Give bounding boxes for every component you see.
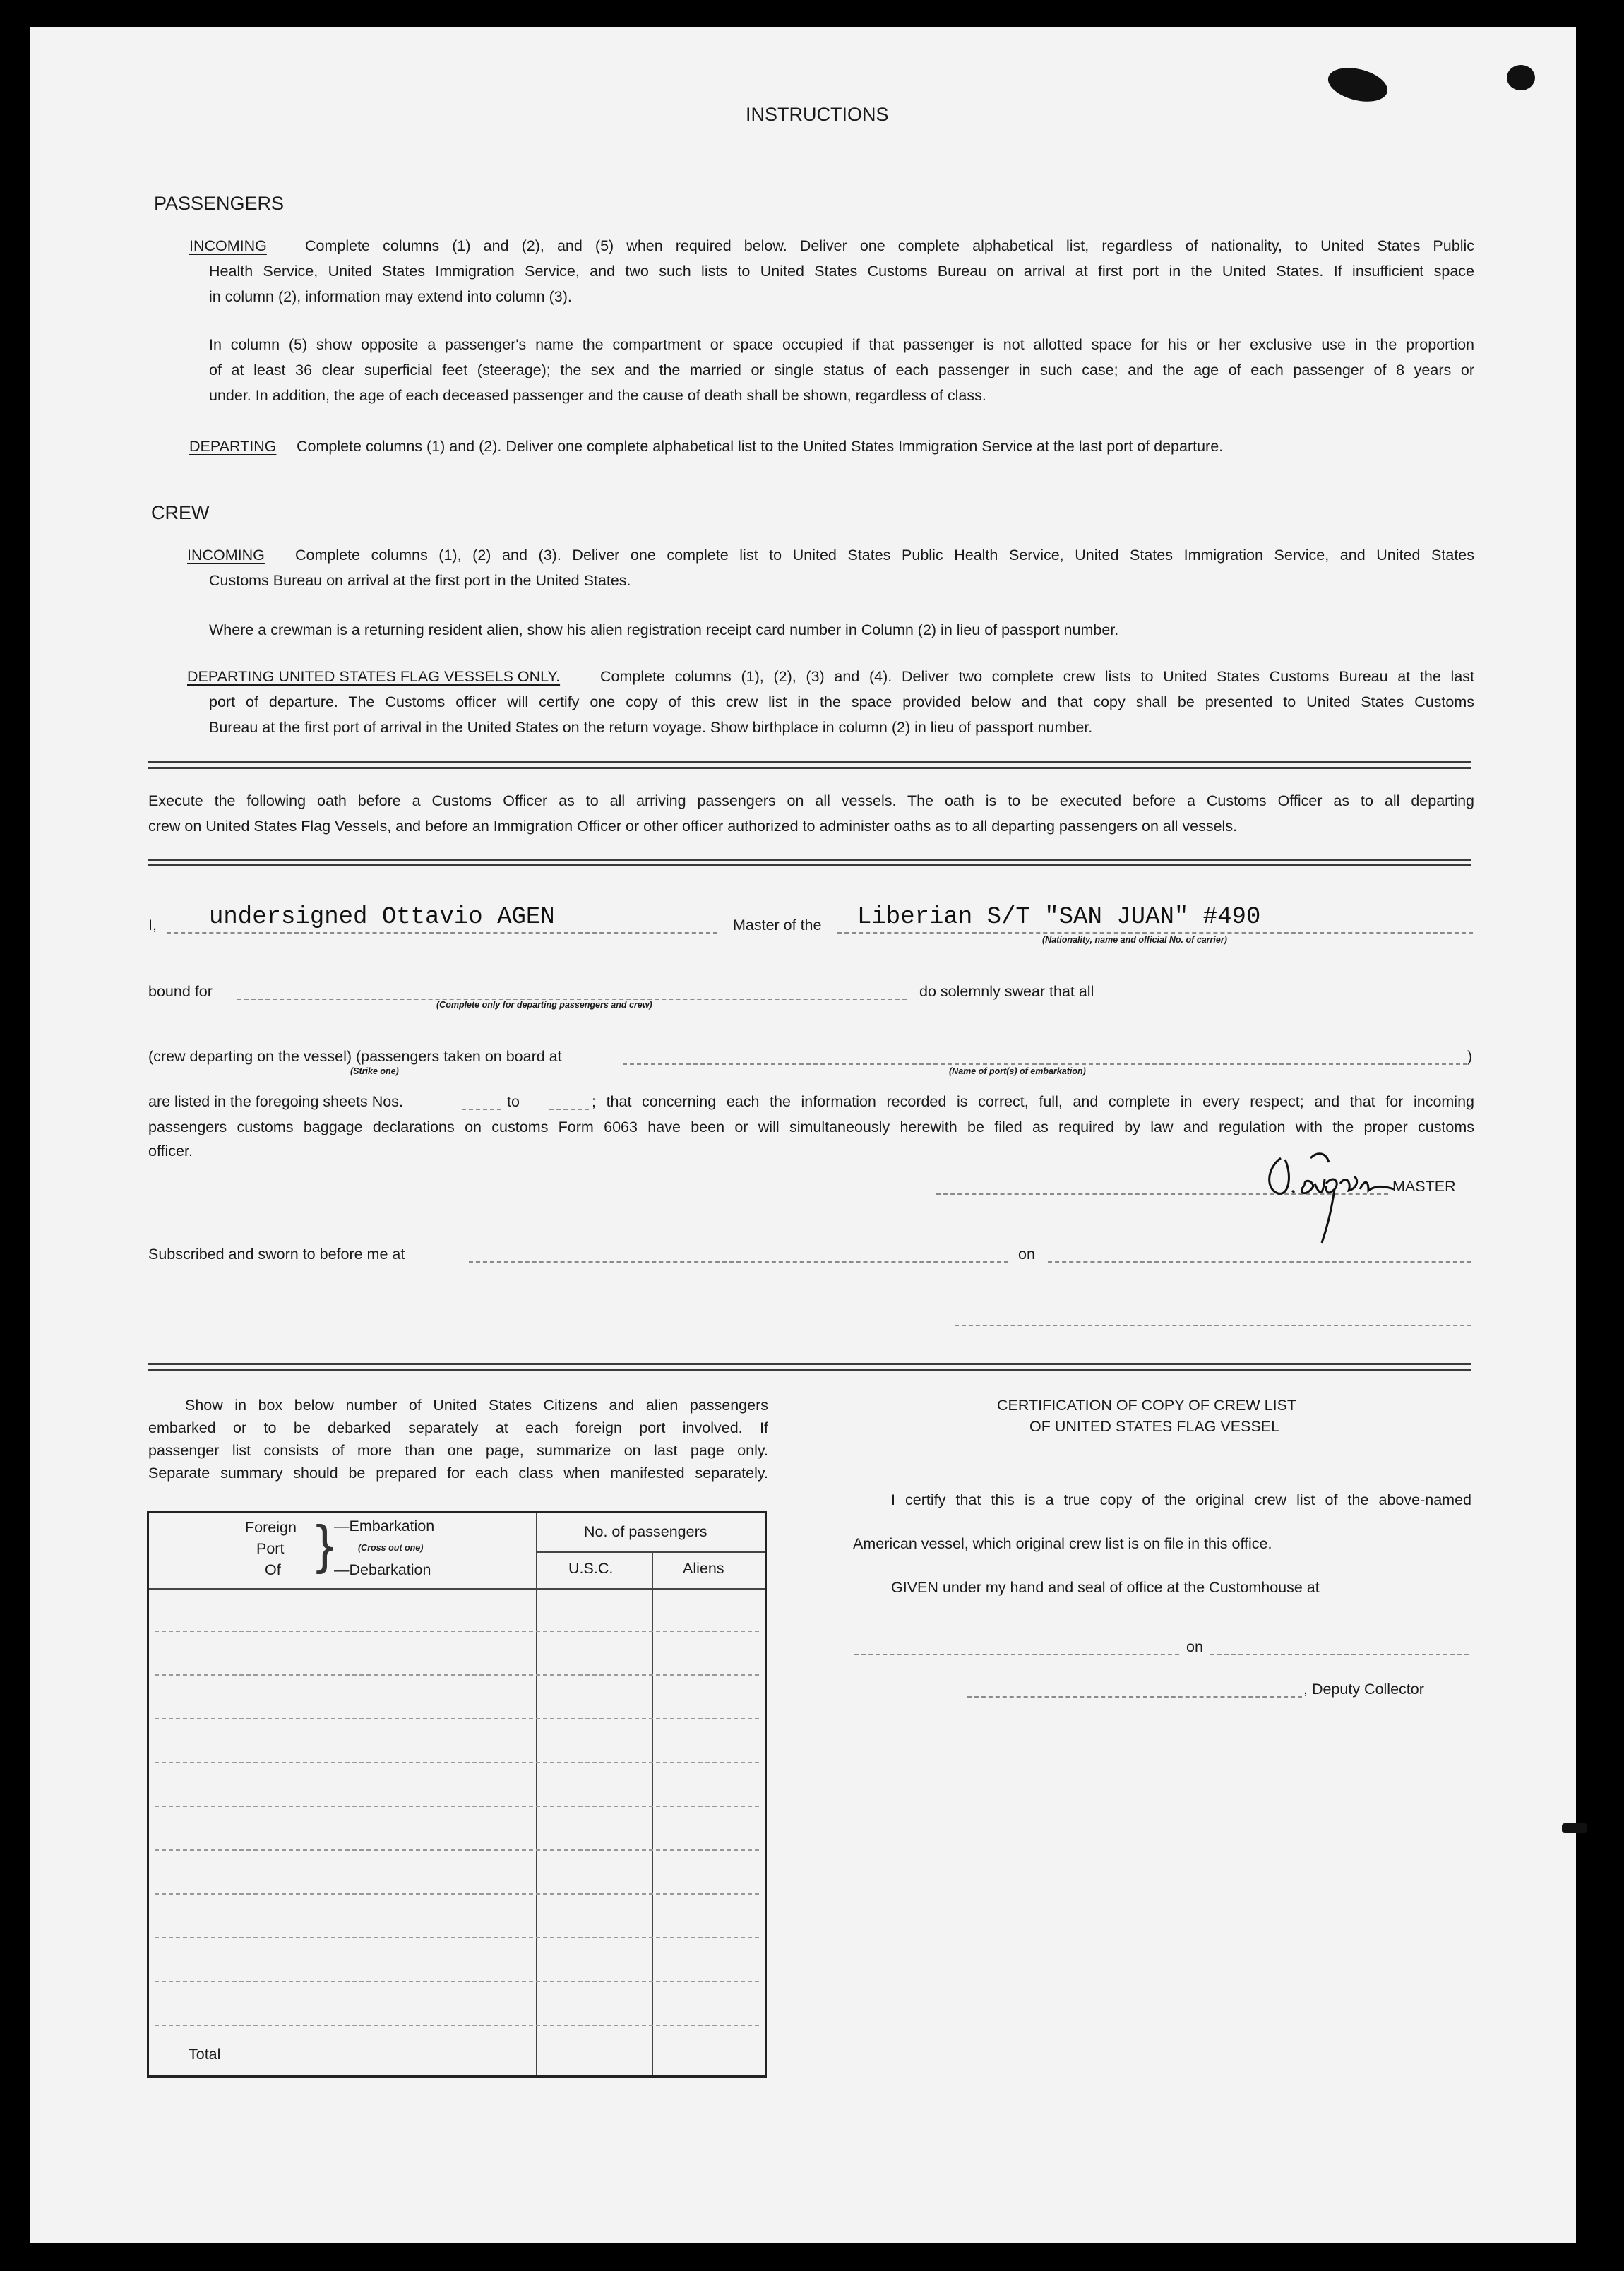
table-row[interactable] <box>155 1893 759 1895</box>
passengers-incoming-line: Complete columns (1) and (2), and (5) when required below. Deliver one complete alphabetical list, regardless of nationality, to United States Public <box>305 237 1474 254</box>
table-row[interactable] <box>155 2025 759 2026</box>
crew-heading: CREW <box>151 502 210 523</box>
name-field-line <box>167 932 717 934</box>
sheet-to-field-line[interactable] <box>549 1109 589 1110</box>
passenger-summary-table <box>147 1511 767 2078</box>
table-row[interactable] <box>155 1981 759 1982</box>
table-row[interactable] <box>155 1674 759 1676</box>
divider <box>148 767 1471 769</box>
certification-heading: OF UNITED STATES FLAG VESSEL <box>1029 1418 1280 1435</box>
certification-heading: CERTIFICATION OF COPY OF CREW LIST <box>997 1397 1297 1414</box>
of-label: Of <box>265 1561 281 1578</box>
master-label: MASTER <box>1392 1178 1456 1195</box>
subscribed-label: Subscribed and sworn to before me at <box>148 1246 405 1263</box>
page-title: INSTRUCTIONS <box>746 104 889 125</box>
column5-line: of at least 36 clear superficial feet (steerage); the sex and the married or single status of each passenger in such case; and the age of each passenger of 8 years or <box>209 362 1474 378</box>
table-row[interactable] <box>155 1849 759 1851</box>
officer-signature-line[interactable] <box>955 1325 1471 1326</box>
crew-departing-text: (crew departing on the vessel) (passengers taken on board at <box>148 1048 562 1065</box>
passengers-heading: PASSENGERS <box>154 193 285 214</box>
deputy-collector-label: , Deputy Collector <box>1303 1681 1424 1698</box>
no-of-passengers-header: No. of passengers <box>584 1523 707 1540</box>
master-signature <box>1261 1144 1395 1250</box>
certify-line: American vessel, which original crew list is on file in this office. <box>853 1535 1272 1552</box>
master-of-label: Master of the <box>733 917 822 934</box>
crew-incoming-line: Complete columns (1), (2) and (3). Deliver one complete list to United States Public Health Service, United States Immigration Service, and United States <box>295 547 1474 564</box>
summary-instruction-line: Separate summary should be prepared for each class when manifested separately. <box>148 1465 768 1482</box>
table-header-divider <box>149 1588 765 1590</box>
crew-incoming-label: INCOMING <box>187 547 265 564</box>
table-column-divider <box>536 1513 537 2075</box>
table-header-divider <box>536 1551 765 1553</box>
oath-instruction-line: Execute the following oath before a Customs Officer as to all arriving passengers on all vessels. The oath is to be executed before a Customs Officer as to all departing <box>148 792 1474 809</box>
bound-for-label: bound for <box>148 983 213 1000</box>
master-name-value[interactable]: undersigned Ottavio AGEN <box>209 904 555 931</box>
usc-header: U.S.C. <box>568 1560 614 1577</box>
certification-on-label: on <box>1186 1638 1203 1655</box>
table-row[interactable] <box>155 1762 759 1763</box>
summary-instruction-line: embarked or to be debarked separately at each foreign port involved. If <box>148 1419 768 1436</box>
ports-caption: (Name of port(s) of embarkation) <box>949 1066 1086 1076</box>
aliens-header: Aliens <box>683 1560 724 1577</box>
passengers-incoming-line: Health Service, United States Immigration Service, and two such lists to United States Customs Bureau on arrival at first port in the United States. If insufficient space <box>209 263 1474 280</box>
divider <box>148 859 1471 861</box>
vessel-value[interactable]: Liberian S/T "SAN JUAN" #490 <box>857 904 1261 931</box>
foreign-label: Foreign <box>245 1519 297 1536</box>
divider <box>148 1363 1471 1365</box>
swear-text: do solemnly swear that all <box>919 983 1094 1000</box>
listed-suffix: ; that concerning each the information recorded is correct, full, and complete in every respect; and that for incoming <box>592 1093 1474 1110</box>
table-row[interactable] <box>155 1937 759 1938</box>
given-line: GIVEN under my hand and seal of office at the Customhouse at <box>891 1579 1320 1596</box>
sworn-date-field-line[interactable] <box>1048 1261 1471 1263</box>
certify-line: I certify that this is a true copy of the original crew list of the above-named <box>891 1491 1471 1508</box>
oath-instruction-line: crew on United States Flag Vessels, and before an Immigration Officer or other officer authorized to administer oaths as to all departing passengers on all vessels. <box>148 818 1238 835</box>
debarkation-label: —Debarkation <box>334 1561 431 1578</box>
passengers-incoming-line: in column (2), information may extend into column (3). <box>209 288 572 305</box>
punch-mark <box>1507 65 1535 90</box>
divider <box>148 864 1471 866</box>
baggage-line: passengers customs baggage declarations on customs Form 6063 have been or will simultaneously herewith be filed as required by law and regulation with the proper customs <box>148 1119 1474 1136</box>
customhouse-field-line[interactable] <box>854 1654 1179 1655</box>
close-paren: ) <box>1467 1048 1473 1065</box>
table-row[interactable] <box>155 1718 759 1719</box>
divider <box>148 761 1471 763</box>
cross-out-caption: (Cross out one) <box>358 1543 424 1553</box>
ports-field-line[interactable] <box>623 1063 1467 1065</box>
officer-line: officer. <box>148 1143 193 1160</box>
crew-departing-label: DEPARTING UNITED STATES FLAG VESSELS ONLY. <box>187 668 561 685</box>
divider <box>148 1369 1471 1371</box>
table-row[interactable] <box>155 1631 759 1632</box>
sheet-from-field-line[interactable] <box>462 1109 501 1110</box>
column5-line: under. In addition, the age of each deceased passenger and the cause of death shall be shown, regardless of class. <box>209 387 986 404</box>
passengers-departing-text: Complete columns (1) and (2). Deliver one complete alphabetical list to the United States Immigration Service at the last port of departure. <box>297 438 1224 455</box>
strike-caption: (Strike one) <box>350 1066 399 1076</box>
brace-glyph: } <box>316 1515 334 1575</box>
crew-resident-text: Where a crewman is a returning resident alien, show his alien registration receipt card number in Column (2) in lieu of passport number. <box>209 621 1119 638</box>
listed-prefix: are listed in the foregoing sheets Nos. <box>148 1093 403 1110</box>
passengers-departing-label: DEPARTING <box>189 438 277 455</box>
vessel-field-line <box>837 932 1473 934</box>
crew-incoming-line: Customs Bureau on arrival at the first port in the United States. <box>209 572 631 589</box>
passengers-incoming-label: INCOMING <box>189 237 267 254</box>
sworn-at-field-line[interactable] <box>469 1261 1008 1263</box>
total-label: Total <box>189 2046 221 2063</box>
table-row[interactable] <box>155 1806 759 1807</box>
crew-departing-line: Complete columns (1), (2), (3) and (4). Deliver two complete crew lists to United States Customs Bureau at the last <box>600 668 1474 685</box>
summary-instruction-line: passenger list consists of more than one page, summarize on last page only. <box>148 1442 768 1459</box>
crew-departing-line: Bureau at the first port of arrival in the United States on the return voyage. Show birthplace in column (2) in lieu of passport number. <box>209 719 1093 736</box>
punch-mark <box>1562 1823 1587 1833</box>
column5-line: In column (5) show opposite a passenger's name the compartment or space occupied if that passenger is not allotted space for his or her exclusive use in the proportion <box>209 336 1474 353</box>
port-label: Port <box>256 1540 285 1557</box>
listed-to: to <box>507 1093 520 1110</box>
vessel-caption: (Nationality, name and official No. of carrier) <box>1042 935 1227 945</box>
bound-for-caption: (Complete only for departing passengers and crew) <box>436 1000 652 1010</box>
embarkation-label: —Embarkation <box>334 1518 435 1534</box>
summary-instruction-line: Show in box below number of United States Citizens and alien passengers <box>185 1397 768 1414</box>
oath-i-label: I, <box>148 917 157 934</box>
sworn-on-label: on <box>1018 1246 1035 1263</box>
crew-departing-line: port of departure. The Customs officer will certify one copy of this crew list in the space provided below and that copy shall be presented to United States Customs <box>209 693 1474 710</box>
deputy-signature-line[interactable] <box>967 1696 1302 1698</box>
certification-date-field-line[interactable] <box>1210 1654 1469 1655</box>
